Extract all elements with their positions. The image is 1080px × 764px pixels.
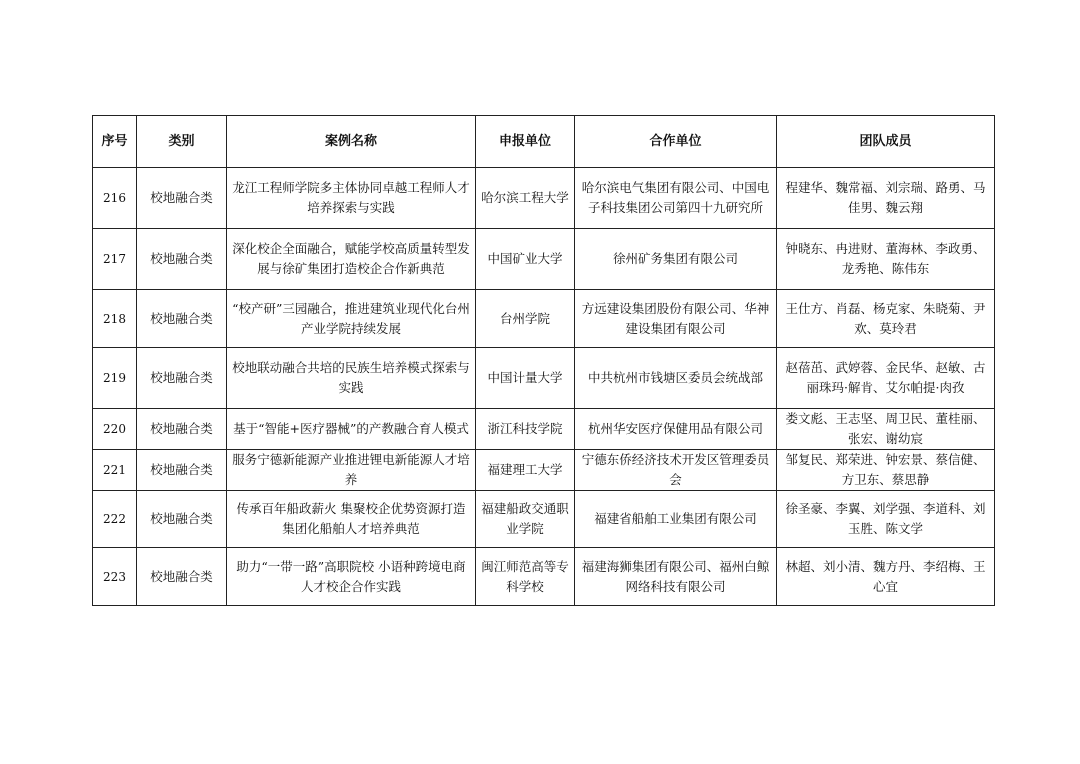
row-members: 王仕方、肖磊、杨克家、朱晓菊、尹欢、莫玲君 <box>777 290 995 348</box>
row-no: 219 <box>93 348 137 409</box>
row-applicant: 中国矿业大学 <box>476 229 575 290</box>
case-table <box>92 115 995 606</box>
row-members: 邹复民、郑荣进、钟宏景、蔡信健、方卫东、蔡思静 <box>777 450 995 491</box>
row-case-name: 服务宁德新能源产业推进锂电新能源人才培养 <box>227 450 476 491</box>
table-row <box>93 491 995 548</box>
row-no: 217 <box>93 229 137 290</box>
table-row <box>93 290 995 348</box>
row-category: 校地融合类 <box>137 168 227 229</box>
row-members: 赵蓓茁、武婷蓉、金民华、赵敏、古丽珠玛·解肯、艾尔帕提·肉孜 <box>777 348 995 409</box>
row-partner: 中共杭州市钱塘区委员会统战部 <box>575 348 777 409</box>
row-category: 校地融合类 <box>137 229 227 290</box>
table-row <box>93 348 995 409</box>
row-applicant: 闽江师范高等专科学校 <box>476 548 575 606</box>
row-partner: 杭州华安医疗保健用品有限公司 <box>575 409 777 450</box>
row-applicant: 福建理工大学 <box>476 450 575 491</box>
row-no: 220 <box>93 409 137 450</box>
row-no: 221 <box>93 450 137 491</box>
row-case-name: 传承百年船政薪火 集聚校企优势资源打造集团化船舶人才培养典范 <box>227 491 476 548</box>
row-members: 程建华、魏常福、刘宗瑞、路勇、马佳男、魏云翔 <box>777 168 995 229</box>
row-partner: 福建省船舶工业集团有限公司 <box>575 491 777 548</box>
row-partner: 哈尔滨电气集团有限公司、中国电子科技集团公司第四十九研究所 <box>575 168 777 229</box>
header-members: 团队成员 <box>777 116 995 168</box>
row-no: 218 <box>93 290 137 348</box>
row-category: 校地融合类 <box>137 450 227 491</box>
row-no: 223 <box>93 548 137 606</box>
row-no: 216 <box>93 168 137 229</box>
row-partner: 方远建设集团股份有限公司、华神建设集团有限公司 <box>575 290 777 348</box>
row-applicant: 中国计量大学 <box>476 348 575 409</box>
header-applicant: 申报单位 <box>476 116 575 168</box>
row-partner: 徐州矿务集团有限公司 <box>575 229 777 290</box>
table-header-row <box>93 116 995 168</box>
row-members: 娄文彪、王志坚、周卫民、董桂丽、张宏、谢幼宸 <box>777 409 995 450</box>
row-members: 林超、刘小清、魏方丹、李绍梅、王心宜 <box>777 548 995 606</box>
row-case-name: 基于“智能+医疗器械”的产教融合育人模式 <box>227 409 476 450</box>
table-row <box>93 229 995 290</box>
row-partner: 福建海狮集团有限公司、福州白鲸网络科技有限公司 <box>575 548 777 606</box>
row-category: 校地融合类 <box>137 491 227 548</box>
row-members: 钟晓东、冉进财、董海林、李政勇、龙秀艳、陈伟东 <box>777 229 995 290</box>
table-row <box>93 409 995 450</box>
row-no: 222 <box>93 491 137 548</box>
table-row <box>93 548 995 606</box>
row-applicant: 福建船政交通职业学院 <box>476 491 575 548</box>
row-case-name: 校地联动融合共培的民族生培养模式探索与实践 <box>227 348 476 409</box>
row-case-name: 助力“一带一路”高职院校 小语种跨境电商人才校企合作实践 <box>227 548 476 606</box>
row-category: 校地融合类 <box>137 290 227 348</box>
row-category: 校地融合类 <box>137 409 227 450</box>
table-row <box>93 168 995 229</box>
header-category: 类别 <box>137 116 227 168</box>
row-applicant: 浙江科技学院 <box>476 409 575 450</box>
header-partner: 合作单位 <box>575 116 777 168</box>
header-no: 序号 <box>93 116 137 168</box>
row-case-name: 深化校企全面融合，赋能学校高质量转型发展与徐矿集团打造校企合作新典范 <box>227 229 476 290</box>
row-partner: 宁德东侨经济技术开发区管理委员会 <box>575 450 777 491</box>
row-case-name: 龙江工程师学院多主体协同卓越工程师人才培养探索与实践 <box>227 168 476 229</box>
row-category: 校地融合类 <box>137 548 227 606</box>
row-applicant: 哈尔滨工程大学 <box>476 168 575 229</box>
header-case-name: 案例名称 <box>227 116 476 168</box>
table-row <box>93 450 995 491</box>
row-members: 徐圣豪、李翼、刘学强、李道科、刘玉胜、陈文学 <box>777 491 995 548</box>
row-category: 校地融合类 <box>137 348 227 409</box>
row-applicant: 台州学院 <box>476 290 575 348</box>
row-case-name: “校产研”三园融合，推进建筑业现代化台州产业学院持续发展 <box>227 290 476 348</box>
